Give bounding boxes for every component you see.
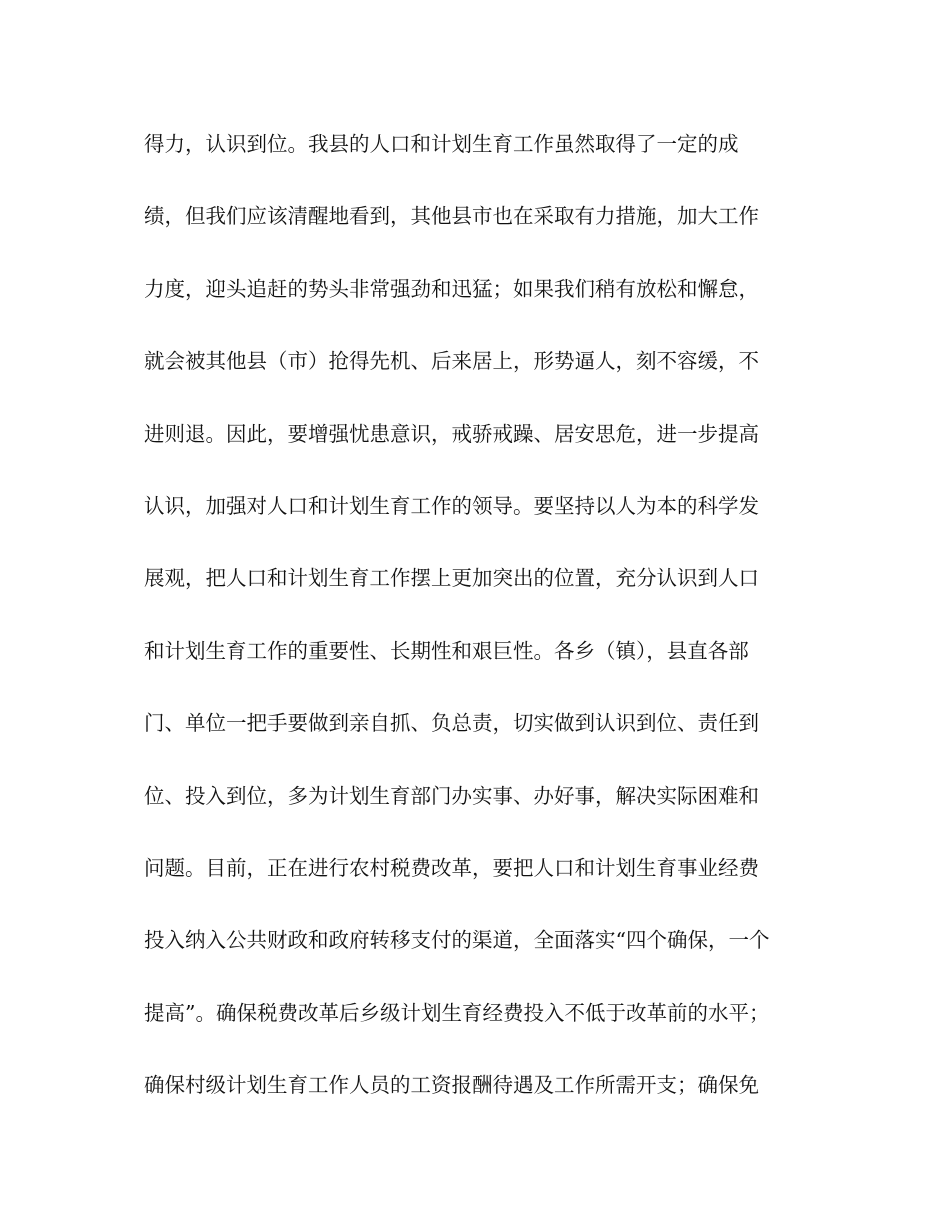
text-line-3: 力度，迎头追赶的势头非常强劲和迅猛；如果我们稍有放松和懈怠， [144, 276, 759, 301]
text-line-12: 投入纳入公共财政和政府转移支付的渠道，全面落实“四个确保，一个 [144, 928, 770, 953]
text-line-5: 进则退。因此，要增强忧患意识，戒骄戒躁、居安思危，进一步提高 [144, 421, 759, 446]
text-line-10: 位、投入到位，多为计划生育部门办实事、办好事，解决实际困难和 [144, 783, 759, 808]
text-line-8: 和计划生育工作的重要性、长期性和艰巨性。各乡（镇），县直各部 [144, 638, 749, 663]
text-line-9: 门、单位一把手要做到亲自抓、负总责，切实做到认识到位、责任到 [144, 711, 759, 736]
text-line-11: 问题。目前，正在进行农村税费改革，要把人口和计划生育事业经费 [144, 855, 759, 880]
text-line-2: 绩，但我们应该清醒地看到，其他县市也在采取有力措施，加大工作 [144, 204, 759, 229]
text-line-7: 展观，把人口和计划生育工作摆上更加突出的位置，充分认识到人口 [144, 566, 759, 591]
text-line-1: 得力，认识到位。我县的人口和计划生育工作虽然取得了一定的成 [144, 132, 739, 156]
text-line-14: 确保村级计划生育工作人员的工资报酬待遇及工作所需开支；确保免 [144, 1073, 759, 1098]
text-line-4: 就会被其他县（市）抢得先机、后来居上，形势逼人，刻不容缓，不 [144, 349, 759, 374]
text-line-13: 提高”。确保税费改革后乡级计划生育经费投入不低于改革前的水平； [144, 1000, 770, 1025]
body-text [144, 126, 814, 1139]
text-line-6: 认识，加强对人口和计划生育工作的领导。要坚持以人为本的科学发 [144, 493, 759, 518]
